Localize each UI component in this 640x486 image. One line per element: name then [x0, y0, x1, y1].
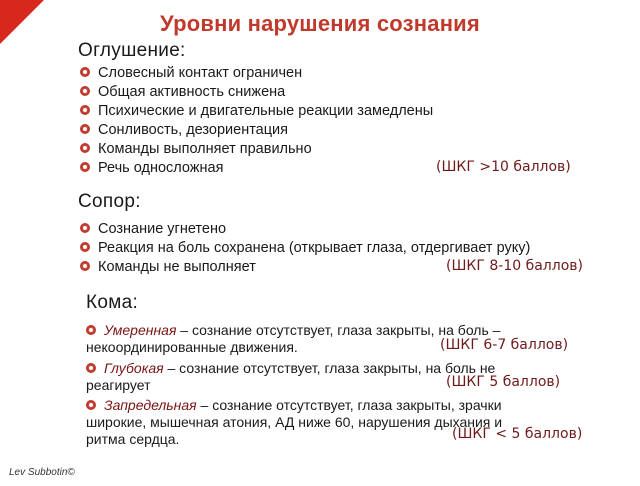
list-item: Речь односложная	[80, 159, 223, 177]
bullet-icon	[80, 86, 90, 96]
coma-item-deep-cont: реагирует	[86, 377, 151, 393]
author-signature: Lev Subbotin©	[9, 467, 75, 478]
coma-item-moderate: Умеренная – сознание отсутствует, глаза закрыты, на боль –	[86, 322, 500, 339]
section-heading-sopor: Сопор:	[78, 191, 141, 212]
list-item: Общая активность снижена	[80, 83, 285, 101]
coma-item-moderate-cont: некоординированные движения.	[86, 339, 298, 355]
coma-item-terminal-cont2: ритма сердца.	[86, 431, 180, 447]
coma-item-deep: Глубокая – сознание отсутствует, глаза закрыты, на боль не	[86, 360, 495, 377]
section-heading-stupor-light: Оглушение:	[78, 40, 186, 61]
bullet-icon	[80, 105, 90, 115]
list-item: Команды выполняет правильно	[80, 140, 312, 158]
gcs-score-label: (ШКГ < 5 баллов)	[452, 426, 583, 442]
bullet-icon	[80, 261, 90, 271]
coma-item-terminal-cont: широкие, мышечная атония, АД ниже 60, нарушения дыхания и	[86, 414, 503, 430]
gcs-score-label: (ШКГ 5 баллов)	[446, 374, 561, 390]
bullet-icon	[80, 242, 90, 252]
list-item: Команды не выполняет	[80, 258, 256, 276]
bullet-icon	[80, 162, 90, 172]
list-item: Словесный контакт ограничен	[80, 64, 302, 82]
page-title: Уровни нарушения сознания	[160, 11, 480, 36]
coma-item-terminal: Запредельная – сознание отсутствует, глаза закрыты, зрачки	[86, 397, 502, 414]
list-item: Сонливость, дезориентация	[80, 121, 288, 139]
list-item: Психические и двигательные реакции замедлены	[80, 102, 433, 120]
bullet-icon	[86, 325, 96, 335]
bullet-icon	[86, 400, 96, 410]
bullet-icon	[80, 143, 90, 153]
section-heading-coma: Кома:	[86, 292, 139, 313]
bullet-icon	[80, 124, 90, 134]
gcs-score-label: (ШКГ >10 баллов)	[436, 159, 571, 175]
bullet-icon	[80, 223, 90, 233]
list-item: Реакция на боль сохранена (открывает глаза, отдергивает руку)	[80, 239, 530, 257]
bullet-icon	[80, 67, 90, 77]
gcs-score-label: (ШКГ 8-10 баллов)	[446, 258, 583, 274]
bullet-icon	[86, 363, 96, 373]
list-item: Сознание угнетено	[80, 220, 226, 238]
gcs-score-label: (ШКГ 6-7 баллов)	[440, 337, 569, 353]
